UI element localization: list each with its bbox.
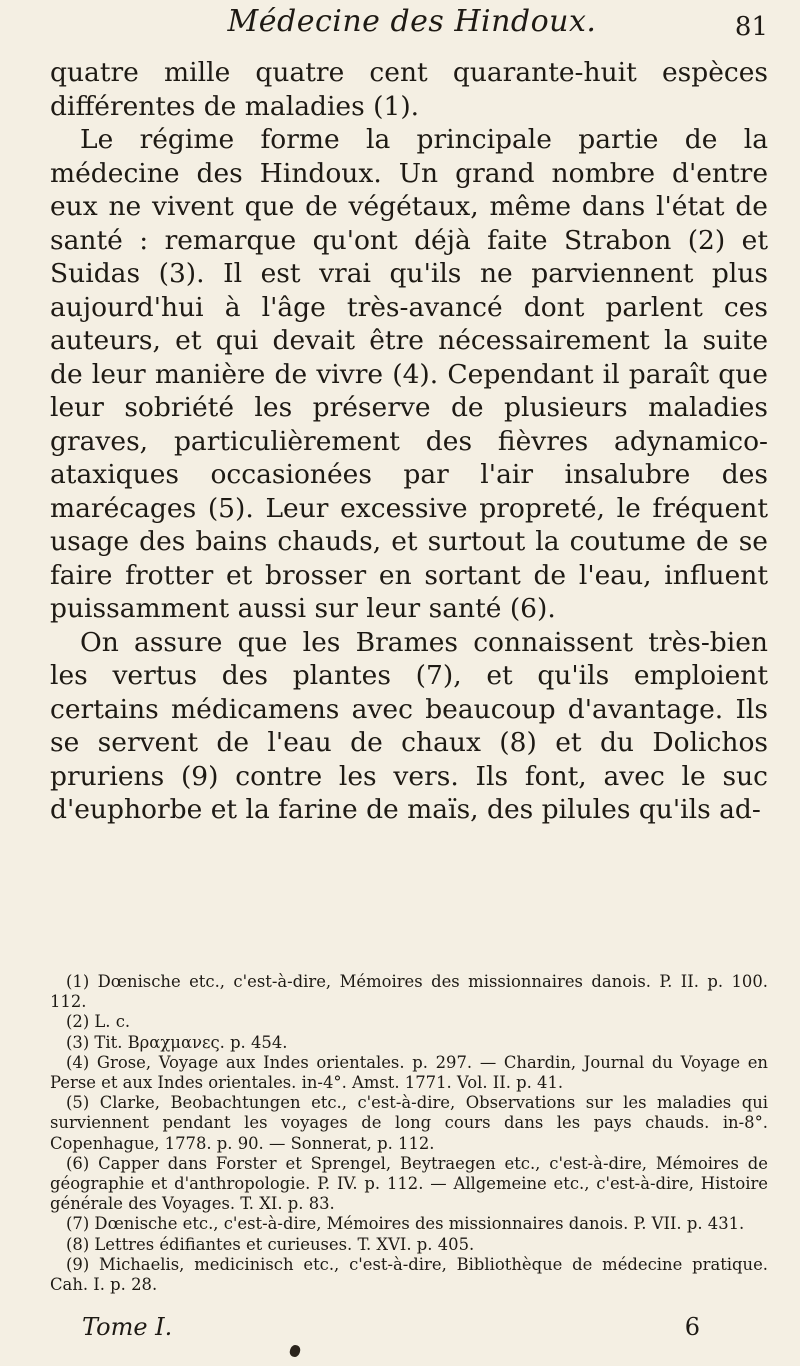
footnote-5: (5) Clarke, Beobachtungen etc., c'est-à-dire, Observations sur les maladies qui surviennent pendant les voyages de long cours dans les pays chauds. in-8°. Copenhague, 1778. p. 90. — Sonnerat, p. 112.	[50, 1093, 768, 1153]
ink-blot	[288, 1344, 302, 1359]
footnote-1: (1) Dœnische etc., c'est-à-dire, Mémoires des missionnaires danois. P. II. p. 100. 112.	[50, 972, 768, 1012]
footnote-4: (4) Grose, Voyage aux Indes orientales. p. 297. — Chardin, Journal du Voyage en Perse et aux Indes orientales. in-4°. Amst. 1771. Vol. II. p. 41.	[50, 1052, 768, 1093]
signature-mark: 6	[684, 1313, 700, 1341]
footnote-3: (3) Tit. Βραχμανες. p. 454.	[66, 1032, 288, 1052]
paragraph-1: quatre mille quatre cent quarante-huit espèces différentes de maladies (1).	[50, 57, 768, 122]
volume-label: Tome I.	[82, 1313, 173, 1341]
footnote-6: (6) Capper dans Forster et Sprengel, Beytraegen etc., c'est-à-dire, Mémoires de géographie et d'anthropologie. P. IV. p. 112. — Allgemeine etc., c'est-à-dire, Histoire générale des Voyages. T. XI. p. 83.	[50, 1153, 768, 1214]
paragraph-2: Le régime forme la principale partie de la médecine des Hindoux. Un grand nombre d'entre eux ne vivent que de végétaux, même dans l'état de santé : remarque qu'ont déjà faite Strabon (2) et Suidas (3). Il est vrai qu'ils ne parviennent plus aujourd'hui à l'âge très-avancé dont parlent ces auteurs, et qui devait être nécessairement la suite de leur manière de vivre (4). Cependant il paraît que leur sobriété les préserve de plusieurs maladies graves, particulièrement des fièvres adynamico-ataxiques occasionées par l'air insalubre des marécages (5). Leur excessive propreté, le fréquent usage des bains chauds, et surtout la coutume de se faire frotter et brosser en sortant de l'eau, influent puissamment aussi sur leur santé (6).	[50, 124, 768, 624]
footnote-7: (7) Dœnische etc., c'est-à-dire, Mémoires des missionnaires danois. P. VII. p. 431.	[66, 1214, 745, 1234]
footnote-9: (9) Michaelis, medicinisch etc., c'est-à-dire, Bibliothèque de médecine pratique. Cah. I. p. 28.	[50, 1254, 768, 1295]
footnote-8: (8) Lettres édifiantes et curieuses. T. XVI. p. 405.	[66, 1234, 475, 1254]
page-number: 81	[734, 12, 768, 42]
footnote-2: (2) L. c.	[66, 1012, 131, 1032]
paragraph-3: On assure que les Brames connaissent très-bien les vertus des plantes (7), et qu'ils emploient certains médicamens avec beaucoup d'avantage. Ils se servent de l'eau de chaux (8) et du Dolichos pruriens (9) contre les vers. Ils font, avec le suc d'euphorbe et la farine de maïs, des pilules qu'ils ad-	[50, 626, 768, 825]
footnotes	[50, 972, 768, 1295]
main-text	[50, 56, 768, 827]
running-title: Médecine des Hindoux.	[227, 4, 597, 39]
page-header	[52, 0, 772, 44]
